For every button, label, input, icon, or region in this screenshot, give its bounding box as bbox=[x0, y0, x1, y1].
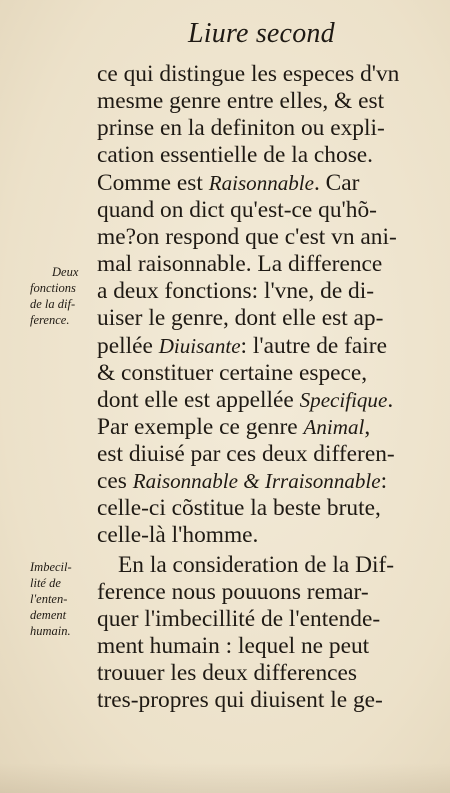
margin-note-line: lité de bbox=[30, 576, 61, 590]
margin-note-deux-fonctions bbox=[30, 264, 98, 328]
margin-note-line: Imbecil- bbox=[30, 560, 72, 574]
text-line: me?on respond que c'est vn ani- bbox=[97, 224, 397, 250]
text-line: ce qui distingue les especes d'vn bbox=[97, 61, 400, 87]
text-run: . bbox=[387, 387, 394, 413]
text-line: mesme genre entre elles, & est bbox=[97, 88, 385, 114]
text-line: ference nous pouuons remar- bbox=[97, 579, 369, 605]
margin-note-line: ference. bbox=[30, 313, 70, 327]
text-line: & constituer certaine espece, bbox=[97, 360, 368, 386]
margin-note-imbecillite bbox=[30, 559, 98, 639]
margin-note-line: de la dif- bbox=[30, 297, 76, 311]
text-line: cation essentielle de la chose. bbox=[97, 142, 374, 168]
text-line: celle-ci cõstitue la beste brute, bbox=[97, 495, 381, 521]
text-run: pellée bbox=[97, 333, 159, 359]
text-line: prinse en la definiton ou expli- bbox=[97, 115, 385, 141]
text-run: , bbox=[364, 414, 371, 440]
margin-note-line: Deux bbox=[52, 265, 79, 279]
text-line: est diuisé par ces deux differen- bbox=[97, 441, 395, 467]
margin-note-line: l'enten- bbox=[30, 592, 68, 606]
text-run: : l'autre de faire bbox=[240, 333, 387, 359]
text-line: quand on dict qu'est-ce qu'hõ- bbox=[97, 197, 377, 223]
text-line: trouuer les deux differences bbox=[97, 660, 358, 686]
text-line: celle-là l'homme. bbox=[97, 522, 259, 548]
running-title: Liure second bbox=[188, 18, 335, 49]
text-line: uiser le genre, dont elle est ap- bbox=[97, 305, 384, 331]
text-line: En la consideration de la Dif- bbox=[118, 552, 395, 578]
italic-term: Specifique bbox=[299, 388, 388, 412]
text-run: : bbox=[380, 468, 388, 494]
page-shading bbox=[0, 763, 450, 793]
italic-term: Animal bbox=[303, 415, 365, 439]
margin-note-line: fonctions bbox=[30, 281, 76, 295]
margin-note-line: humain. bbox=[30, 624, 71, 638]
italic-term: Raisonnable & Irraisonnable bbox=[132, 469, 381, 493]
text-line: mal raisonnable. La difference bbox=[97, 251, 383, 277]
text-run: ces bbox=[97, 468, 133, 494]
text-run: Par exemple ce genre bbox=[97, 414, 304, 440]
text-run: Comme est bbox=[97, 170, 209, 196]
text-line: tres-propres qui diuisent le ge- bbox=[97, 687, 383, 713]
text-line: ment humain : lequel ne peut bbox=[97, 633, 370, 659]
margin-note-line: dement bbox=[30, 608, 67, 622]
text-line: a deux fonctions: l'vne, de di- bbox=[97, 278, 375, 304]
text-run: . Car bbox=[313, 170, 360, 196]
italic-term: Raisonnable bbox=[208, 171, 314, 195]
italic-term: Diuisante bbox=[158, 334, 241, 358]
text-run: dont elle est appellée bbox=[97, 387, 300, 413]
text-line: quer l'imbecillité de l'entende- bbox=[97, 606, 381, 632]
